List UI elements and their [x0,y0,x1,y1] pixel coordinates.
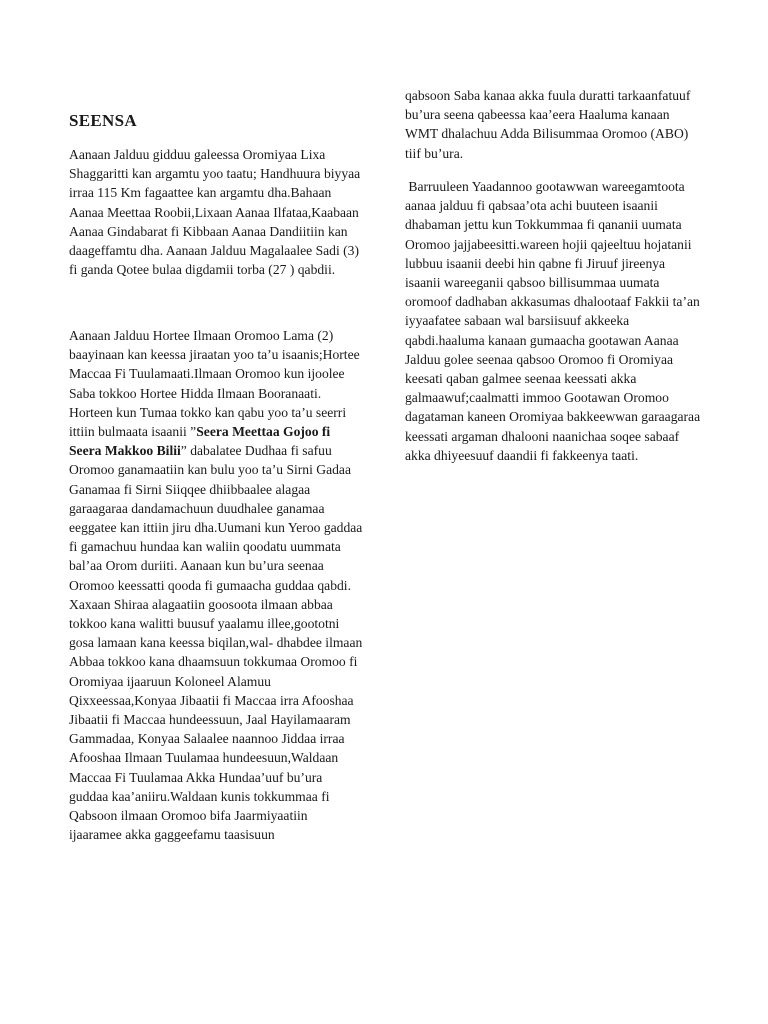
paragraph-history-highlight: Seera Meettaa Gojoo fi Seera Makkoo Bilii [69,424,331,459]
paragraph-continuation: qabsoon Saba kanaa akka fuula duratti tarkaanfatuuf bu’ura seena qabeessa kaa’eera Haaluma kanaan WMT dhalachuu Adda Bilisummaa Oromoo (ABO) tiif bu’ura. [405,88,691,161]
paragraph-location: Aanaan Jalduu gidduu galeessa Oromiyaa Lixa Shaggaritti kan argamtu yoo taatu; Handhuura biyyaa irraa 115 Km fagaattee kan argamtu dha.Bahaan Aanaa Meettaa Roobii,Lixaan Aanaa Ilfataa,Kaabaan Aanaa Gindabarat fi Kibbaan Aanaa Dandiitiin kan daageffamtu dha. Aanaan Jalduu Magalaalee Sadi (3) fi ganda Qotee bulaa digdamii torba (27 ) qabdii. [69,147,361,278]
paragraph-heroes [405,177,702,465]
paragraph-history [69,326,363,844]
document-title: SEENSA [69,111,137,130]
paragraph-heroes-text: Barruuleen Yaadannoo gootawwan wareegamtoota aanaa jalduu fi qabsaa’ota achi buuteen isaanii dhabaman jettu kun Tokkummaa fi qananii uumata Oromoo jajjabeesitti.wareen hojii qajeeltuu hojatanii lubbuu isaanii deebi hin qabne fi Jiruuf jireenya isaanii wareeganii qabsoo billisummaa uumata oromoof dadhaban akkasumas dhalootaaf Fakkii ta’an iyyaafatee sabaan wal barsiisuuf akkeeka qabdi.haaluma kanaan gumaacha gootawan Aanaa Jalduu golee seenaa qabsoo Oromoo fi Oromiyaa keesati qaban galmee seenaa keessati akka galmaawuf;caalmatti immoo Gootawan Oromoo dagataman kaneen Oromiyaa bakkeewwan garaagaraa keessati argaman dhalooni naanichaa soqee sabaaf akka dhiyeesuuf daandii fi fakkeenya taati. [405,179,701,463]
paragraph-history-text-a: Aanaan Jalduu Hortee Ilmaan Oromoo Lama (2) baayinaan kan keessa jiraatan yoo ta’u isaanis;Hortee Maccaa Fi Tuulamaati.Ilmaan Oromoo kun ijoolee Saba tokkoo Hortee Hidda Ilmaan Booranaati. Horteen kun Tumaa tokko kan qabu yoo ta’u seerri ittiin bulmaata isaanii ” [69,328,360,440]
paragraph-history-text-b: ” dabalatee Dudhaa fi safuu Oromoo ganamaatiin kan bulu yoo ta’u Sirni Gadaa Ganamaa fi Sirni Siiqqee dhiibbaalee alagaa garaagaraa dandamachuun duudhalee ganamaa eeggatee kan ittiin jiru dha.Uumani kun Yeroo gaddaa fi gamachuu hundaa kan waliin qoodatu uummata bal’aa Orom duriiti. Aanaan kun bu’ura seenaa Oromoo keessatti qooda fi gumaacha guddaa qabdi. Xaxaan Shiraa alagaatiin goosoota ilmaan abbaa tokkoo kana walitti buusuf yaalamu illee,goototni gosa lamaan kana keessa biqilan,wal- dhabdee ilmaan Abbaa tokkoo kana dhaamsuun tokkumaa Oromoo fi Oromiyaa ijaaruun Koloneel Alamuu Qixxeessaa,Konyaa Jibaatii fi Maccaa irra Afooshaa Jibaatii fi Maccaa hundeessuun, Jaal Hayilamaaram Gammadaa, Konyaa Salaalee naannoo Jiddaa irraa Afooshaa Ilmaan Tuulamaa hundeesuun,Waldaan Maccaa Fi Tuulamaa Akka Hundaa’uuf bu’ura guddaa kaa’aniiru.Waldaan kunis tokkummaa fi Qabsoon ilmaan Oromoo bifa Jaarmiyaatiin ijaaramee akka gaggeefamu taasisuun [69,443,363,843]
